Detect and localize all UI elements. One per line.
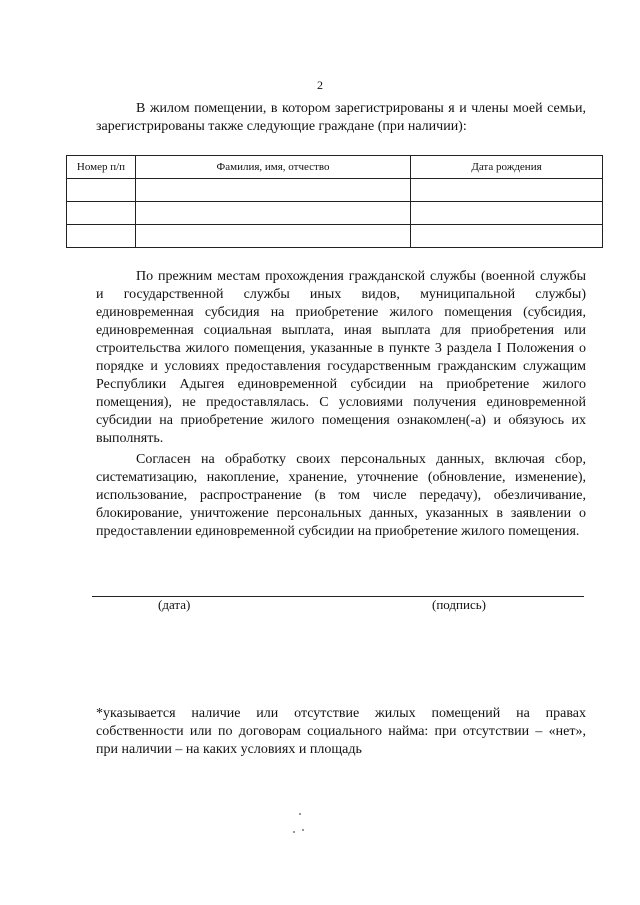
table-cell: [411, 225, 603, 248]
table-header-row: [67, 156, 603, 179]
table-cell: [67, 225, 136, 248]
scan-speck: [302, 829, 304, 831]
table-cell: [136, 225, 411, 248]
consent-paragraph: Согласен на обработку своих персональных данных, включая сбор, систематизацию, накопление, хранение, уточнение (обновление, изменение), использование, распространение (в том числе передачу), обезличивание, блокирование, уничтожение персональных данных, указанных в заявлении о предоставлении единовременной субсидии на приобретение жилого помещения.: [96, 452, 586, 539]
scan-speck: [299, 813, 301, 815]
date-label: (дата): [158, 597, 191, 612]
footnote: *указывается наличие или отсутствие жилых помещений на правах собственности или по договорам социального найма: при отсутствии – «нет», при наличии – на каких условиях и площадь: [96, 706, 586, 757]
page-number: 2: [317, 78, 323, 92]
signature-label: (подпись): [432, 597, 486, 612]
table-cell: [411, 179, 603, 202]
table-cell: [67, 179, 136, 202]
intro-paragraph: В жилом помещении, в котором зарегистрированы я и члены моей семьи, зарегистрированы также следующие граждане (при наличии):: [96, 101, 586, 134]
scan-speck: [293, 831, 295, 833]
column-header-number: Номер п/п: [67, 156, 136, 179]
table-cell: [136, 179, 411, 202]
residents-table: [66, 155, 603, 248]
table-cell: [67, 202, 136, 225]
column-header-full-name: Фамилия, имя, отчество: [136, 156, 411, 179]
table-cell: [411, 202, 603, 225]
table-cell: [136, 202, 411, 225]
table-row: [67, 225, 603, 248]
subsidy-paragraph: По прежним местам прохождения гражданской службы (военной службы и государственной службы иных видов, муниципальной службы) единовременная субсидия на приобретение жилого помещения (субсидия, единовременная социальная выплата, иная выплата для приобретения или строительства жилого помещения, указанные в пункте 3 раздела I Положения о порядке и условиях предоставления государственным гражданским служащим Республики Адыгея единовременной субсидии на приобретение жилого помещения), не предоставлялась. С условиями получения единовременной субсидии на приобретение жилого помещения ознакомлен(-а) и обязуюсь их выполнять.: [96, 269, 586, 446]
column-header-birth-date: Дата рождения: [411, 156, 603, 179]
table-row: [67, 202, 603, 225]
table-row: [67, 179, 603, 202]
